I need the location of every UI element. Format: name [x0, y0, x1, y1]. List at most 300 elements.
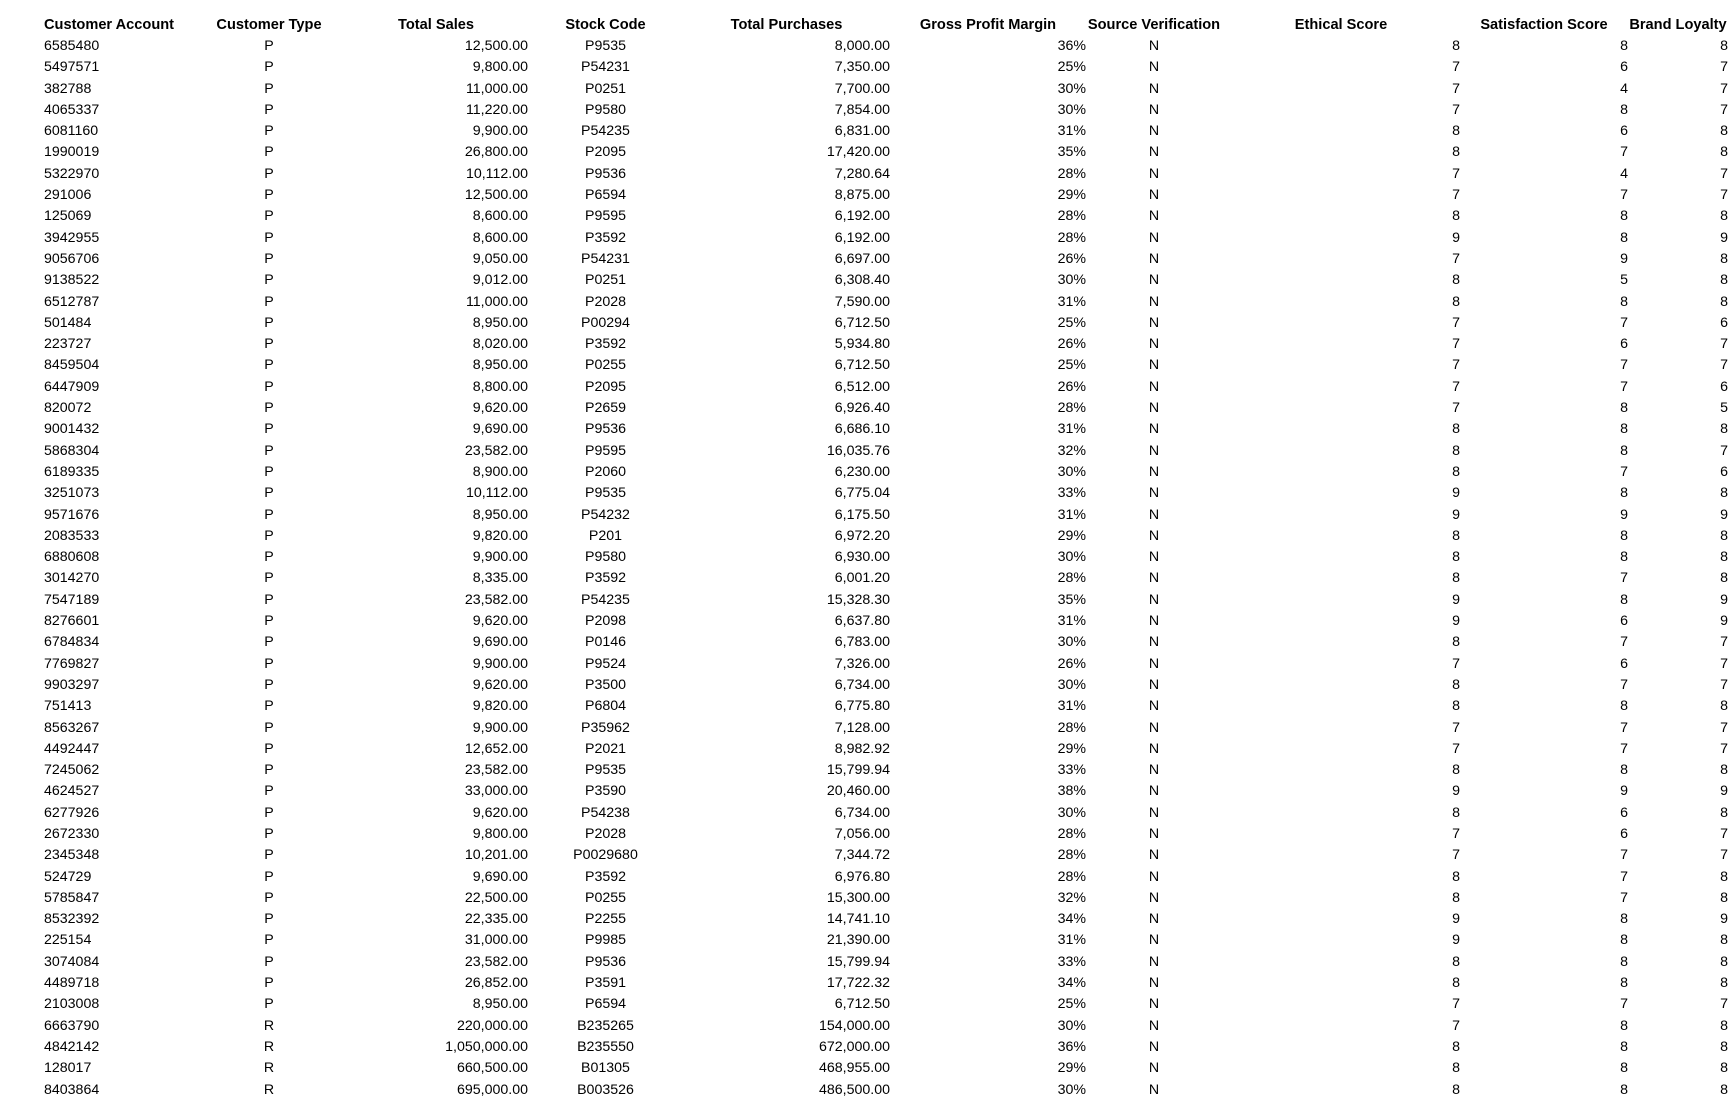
cell-customer-type[interactable]: P [264, 187, 274, 204]
cell-stock-code[interactable]: P3590 [584, 783, 627, 800]
cell-gross-profit-margin[interactable]: 38% [1057, 783, 1086, 800]
cell-total-purchases[interactable]: 6,976.80 [834, 868, 890, 885]
cell-brand-loyalty[interactable]: 7 [1720, 847, 1728, 864]
cell-satisfaction-score[interactable]: 7 [1620, 634, 1628, 651]
cell-ethical-score[interactable]: 7 [1452, 165, 1460, 182]
cell-total-sales[interactable]: 11,000.00 [465, 293, 528, 310]
cell-customer-account[interactable]: 6585480 [44, 38, 100, 54]
header-source-verification[interactable]: Source Verification [1087, 17, 1221, 33]
cell-total-purchases[interactable]: 6,734.00 [834, 676, 890, 693]
cell-source-verification[interactable]: N [1148, 229, 1160, 246]
header-total-sales[interactable]: Total Sales [398, 17, 474, 33]
cell-total-sales[interactable]: 11,220.00 [465, 101, 528, 118]
cell-customer-type[interactable]: P [264, 911, 274, 928]
cell-total-sales[interactable]: 31,000.00 [464, 932, 528, 949]
cell-ethical-score[interactable]: 8 [1452, 293, 1460, 310]
cell-satisfaction-score[interactable]: 8 [1620, 953, 1628, 970]
cell-source-verification[interactable]: N [1148, 911, 1160, 928]
cell-satisfaction-score[interactable]: 7 [1620, 378, 1628, 395]
cell-stock-code[interactable]: P9535 [584, 762, 627, 779]
cell-source-verification[interactable]: N [1148, 400, 1160, 417]
cell-stock-code[interactable]: P9985 [584, 932, 627, 949]
cell-gross-profit-margin[interactable]: 29% [1057, 740, 1086, 757]
cell-customer-type[interactable]: R [263, 1060, 275, 1077]
cell-customer-account[interactable]: 7769827 [44, 655, 100, 672]
cell-source-verification[interactable]: N [1148, 1038, 1160, 1055]
cell-stock-code[interactable]: P54232 [581, 506, 630, 523]
cell-source-verification[interactable]: N [1148, 165, 1160, 182]
cell-ethical-score[interactable]: 9 [1452, 229, 1460, 246]
cell-gross-profit-margin[interactable]: 33% [1057, 953, 1086, 970]
cell-customer-account[interactable]: 6512787 [44, 293, 100, 310]
cell-brand-loyalty[interactable]: 6 [1720, 463, 1728, 480]
cell-customer-account[interactable]: 9903297 [44, 676, 100, 693]
cell-gross-profit-margin[interactable]: 30% [1057, 80, 1086, 97]
cell-satisfaction-score[interactable]: 8 [1620, 911, 1628, 928]
cell-total-sales[interactable]: 695,000.00 [456, 1081, 528, 1098]
cell-customer-account[interactable]: 501484 [44, 314, 92, 331]
cell-brand-loyalty[interactable]: 7 [1720, 676, 1728, 693]
cell-total-purchases[interactable]: 154,000.00 [818, 1017, 890, 1034]
cell-customer-type[interactable]: P [264, 932, 274, 949]
cell-customer-account[interactable]: 524729 [44, 868, 92, 885]
cell-total-purchases[interactable]: 7,128.00 [834, 719, 890, 736]
cell-customer-account[interactable]: 8276601 [44, 613, 100, 630]
cell-customer-account[interactable]: 8403864 [44, 1081, 100, 1098]
cell-total-sales[interactable]: 11,000.00 [465, 80, 528, 97]
cell-gross-profit-margin[interactable]: 29% [1057, 527, 1086, 544]
cell-satisfaction-score[interactable]: 6 [1620, 123, 1628, 140]
cell-gross-profit-margin[interactable]: 34% [1057, 911, 1086, 928]
cell-gross-profit-margin[interactable]: 26% [1057, 250, 1086, 267]
cell-brand-loyalty[interactable]: 8 [1720, 762, 1728, 779]
cell-customer-type[interactable]: P [264, 357, 274, 374]
cell-ethical-score[interactable]: 8 [1452, 634, 1460, 651]
cell-stock-code[interactable]: P2028 [584, 825, 627, 842]
cell-source-verification[interactable]: N [1148, 613, 1160, 630]
cell-customer-type[interactable]: P [264, 314, 274, 331]
cell-stock-code[interactable]: P35962 [581, 719, 630, 736]
cell-brand-loyalty[interactable]: 7 [1720, 101, 1728, 118]
cell-brand-loyalty[interactable]: 7 [1720, 165, 1728, 182]
cell-stock-code[interactable]: P3592 [584, 229, 627, 246]
cell-source-verification[interactable]: N [1148, 634, 1160, 651]
cell-brand-loyalty[interactable]: 8 [1720, 38, 1728, 54]
cell-ethical-score[interactable]: 7 [1452, 996, 1460, 1013]
cell-customer-type[interactable]: P [264, 804, 274, 821]
cell-brand-loyalty[interactable]: 7 [1720, 634, 1728, 651]
cell-source-verification[interactable]: N [1148, 1060, 1160, 1077]
cell-brand-loyalty[interactable]: 7 [1720, 655, 1728, 672]
cell-customer-type[interactable]: R [263, 1038, 275, 1055]
cell-brand-loyalty[interactable]: 7 [1720, 442, 1728, 459]
cell-gross-profit-margin[interactable]: 25% [1057, 59, 1086, 76]
cell-customer-account[interactable]: 8459504 [44, 357, 100, 374]
cell-customer-account[interactable]: 5868304 [44, 442, 100, 459]
cell-ethical-score[interactable]: 8 [1452, 421, 1460, 438]
header-ethical-score[interactable]: Ethical Score [1294, 17, 1388, 33]
cell-total-sales[interactable]: 8,950.00 [472, 357, 528, 374]
cell-satisfaction-score[interactable]: 4 [1620, 80, 1628, 97]
cell-satisfaction-score[interactable]: 8 [1620, 400, 1628, 417]
cell-customer-account[interactable]: 1990019 [44, 144, 100, 161]
cell-customer-type[interactable]: P [264, 123, 274, 140]
cell-customer-account[interactable]: 9138522 [44, 272, 100, 289]
cell-total-purchases[interactable]: 7,280.64 [834, 165, 890, 182]
cell-total-sales[interactable]: 23,582.00 [464, 442, 528, 459]
cell-brand-loyalty[interactable]: 7 [1720, 996, 1728, 1013]
cell-customer-account[interactable]: 225154 [44, 932, 92, 949]
cell-total-purchases[interactable]: 6,712.50 [834, 996, 890, 1013]
cell-total-purchases[interactable]: 468,955.00 [818, 1060, 890, 1077]
cell-customer-type[interactable]: P [264, 634, 274, 651]
cell-ethical-score[interactable]: 7 [1452, 59, 1460, 76]
cell-total-purchases[interactable]: 14,741.10 [826, 911, 890, 928]
cell-total-purchases[interactable]: 6,308.40 [834, 272, 890, 289]
cell-satisfaction-score[interactable]: 7 [1620, 847, 1628, 864]
cell-brand-loyalty[interactable]: 7 [1720, 825, 1728, 842]
cell-ethical-score[interactable]: 7 [1452, 1017, 1460, 1034]
cell-source-verification[interactable]: N [1148, 804, 1160, 821]
cell-brand-loyalty[interactable]: 7 [1720, 740, 1728, 757]
cell-customer-type[interactable]: P [264, 250, 274, 267]
cell-source-verification[interactable]: N [1148, 783, 1160, 800]
cell-total-purchases[interactable]: 8,000.00 [834, 38, 890, 54]
cell-source-verification[interactable]: N [1148, 549, 1160, 566]
cell-satisfaction-score[interactable]: 7 [1620, 868, 1628, 885]
cell-customer-account[interactable]: 8532392 [44, 911, 100, 928]
cell-source-verification[interactable]: N [1148, 187, 1160, 204]
cell-customer-type[interactable]: P [264, 655, 274, 672]
cell-brand-loyalty[interactable]: 6 [1720, 378, 1728, 395]
cell-gross-profit-margin[interactable]: 28% [1057, 719, 1086, 736]
cell-total-sales[interactable]: 23,582.00 [464, 953, 528, 970]
cell-stock-code[interactable]: P6594 [584, 187, 627, 204]
cell-total-purchases[interactable]: 8,982.92 [834, 740, 890, 757]
cell-satisfaction-score[interactable]: 8 [1620, 549, 1628, 566]
cell-total-purchases[interactable]: 16,035.76 [826, 442, 890, 459]
cell-total-purchases[interactable]: 7,700.00 [834, 80, 890, 97]
cell-ethical-score[interactable]: 8 [1452, 1081, 1460, 1098]
cell-stock-code[interactable]: P0146 [584, 634, 627, 651]
cell-customer-type[interactable]: P [264, 825, 274, 842]
cell-source-verification[interactable]: N [1148, 144, 1160, 161]
cell-total-purchases[interactable]: 486,500.00 [818, 1081, 890, 1098]
cell-ethical-score[interactable]: 9 [1452, 783, 1460, 800]
cell-total-sales[interactable]: 9,620.00 [472, 804, 528, 821]
cell-satisfaction-score[interactable]: 8 [1620, 421, 1628, 438]
cell-total-purchases[interactable]: 6,775.80 [834, 698, 890, 715]
cell-satisfaction-score[interactable]: 7 [1620, 357, 1628, 374]
cell-ethical-score[interactable]: 8 [1452, 762, 1460, 779]
cell-ethical-score[interactable]: 9 [1452, 932, 1460, 949]
cell-brand-loyalty[interactable]: 9 [1720, 613, 1728, 630]
cell-satisfaction-score[interactable]: 8 [1620, 527, 1628, 544]
cell-total-sales[interactable]: 9,900.00 [472, 123, 528, 140]
cell-gross-profit-margin[interactable]: 30% [1057, 101, 1086, 118]
cell-ethical-score[interactable]: 8 [1452, 272, 1460, 289]
cell-total-sales[interactable]: 26,800.00 [464, 144, 528, 161]
cell-customer-type[interactable]: P [264, 783, 274, 800]
cell-stock-code[interactable]: P9595 [584, 208, 627, 225]
cell-ethical-score[interactable]: 7 [1452, 400, 1460, 417]
cell-source-verification[interactable]: N [1148, 975, 1160, 992]
cell-ethical-score[interactable]: 8 [1452, 549, 1460, 566]
cell-total-purchases[interactable]: 6,637.80 [834, 613, 890, 630]
cell-customer-account[interactable]: 4489718 [44, 975, 100, 992]
cell-customer-account[interactable]: 7547189 [44, 591, 100, 608]
cell-total-purchases[interactable]: 6,001.20 [834, 570, 890, 587]
cell-stock-code[interactable]: P201 [588, 527, 623, 544]
cell-satisfaction-score[interactable]: 8 [1620, 698, 1628, 715]
cell-customer-account[interactable]: 6081160 [44, 123, 99, 140]
cell-brand-loyalty[interactable]: 8 [1720, 250, 1728, 267]
cell-gross-profit-margin[interactable]: 32% [1057, 442, 1086, 459]
cell-gross-profit-margin[interactable]: 30% [1057, 804, 1086, 821]
cell-brand-loyalty[interactable]: 8 [1720, 272, 1728, 289]
cell-customer-account[interactable]: 9001432 [44, 421, 100, 438]
cell-customer-account[interactable]: 5785847 [44, 889, 100, 906]
cell-satisfaction-score[interactable]: 8 [1620, 1081, 1628, 1098]
cell-total-purchases[interactable]: 6,712.50 [834, 314, 890, 331]
cell-satisfaction-score[interactable]: 6 [1620, 613, 1628, 630]
cell-total-purchases[interactable]: 15,799.94 [826, 953, 890, 970]
cell-customer-type[interactable]: P [264, 272, 274, 289]
cell-satisfaction-score[interactable]: 6 [1620, 59, 1628, 76]
cell-brand-loyalty[interactable]: 8 [1720, 421, 1728, 438]
cell-customer-account[interactable]: 223727 [44, 336, 92, 353]
header-customer-account[interactable]: Customer Account [44, 17, 175, 33]
cell-stock-code[interactable]: P0255 [584, 889, 627, 906]
cell-source-verification[interactable]: N [1148, 442, 1160, 459]
cell-brand-loyalty[interactable]: 8 [1720, 1038, 1728, 1055]
cell-ethical-score[interactable]: 7 [1452, 336, 1460, 353]
cell-total-sales[interactable]: 8,800.00 [472, 378, 528, 395]
cell-total-purchases[interactable]: 6,230.00 [834, 463, 890, 480]
cell-satisfaction-score[interactable]: 8 [1620, 485, 1628, 502]
cell-ethical-score[interactable]: 7 [1452, 250, 1460, 267]
cell-source-verification[interactable]: N [1148, 421, 1160, 438]
cell-total-sales[interactable]: 9,800.00 [472, 825, 528, 842]
cell-customer-account[interactable]: 6447909 [44, 378, 100, 395]
cell-ethical-score[interactable]: 7 [1452, 847, 1460, 864]
cell-total-sales[interactable]: 660,500.00 [456, 1060, 528, 1077]
cell-ethical-score[interactable]: 8 [1452, 442, 1460, 459]
cell-customer-type[interactable]: P [264, 613, 274, 630]
cell-ethical-score[interactable]: 7 [1452, 378, 1460, 395]
cell-total-sales[interactable]: 8,020.00 [472, 336, 528, 353]
cell-satisfaction-score[interactable]: 6 [1620, 804, 1628, 821]
cell-source-verification[interactable]: N [1148, 825, 1160, 842]
cell-customer-type[interactable]: P [264, 996, 274, 1013]
cell-customer-account[interactable]: 4492447 [44, 740, 100, 757]
cell-ethical-score[interactable]: 9 [1452, 613, 1460, 630]
cell-gross-profit-margin[interactable]: 30% [1057, 549, 1086, 566]
cell-ethical-score[interactable]: 8 [1452, 527, 1460, 544]
cell-source-verification[interactable]: N [1148, 485, 1160, 502]
cell-source-verification[interactable]: N [1148, 250, 1160, 267]
header-gross-profit-margin[interactable]: Gross Profit Margin [919, 17, 1057, 33]
cell-customer-type[interactable]: P [264, 165, 274, 182]
cell-total-purchases[interactable]: 6,712.50 [834, 357, 890, 374]
cell-brand-loyalty[interactable]: 8 [1720, 932, 1728, 949]
cell-ethical-score[interactable]: 8 [1452, 889, 1460, 906]
cell-gross-profit-margin[interactable]: 25% [1057, 357, 1086, 374]
cell-customer-type[interactable]: P [264, 463, 274, 480]
cell-customer-account[interactable]: 3014270 [44, 570, 100, 587]
cell-total-sales[interactable]: 8,600.00 [472, 208, 528, 225]
cell-customer-type[interactable]: P [264, 400, 274, 417]
cell-total-sales[interactable]: 9,900.00 [472, 719, 528, 736]
cell-total-sales[interactable]: 12,500.00 [464, 38, 528, 54]
cell-total-sales[interactable]: 9,620.00 [472, 613, 528, 630]
cell-total-purchases[interactable]: 6,175.50 [834, 506, 890, 523]
cell-brand-loyalty[interactable]: 8 [1720, 698, 1728, 715]
cell-brand-loyalty[interactable]: 8 [1720, 1081, 1728, 1098]
cell-total-purchases[interactable]: 15,799.94 [826, 762, 890, 779]
cell-ethical-score[interactable]: 8 [1452, 570, 1460, 587]
cell-total-sales[interactable]: 9,690.00 [472, 868, 528, 885]
cell-gross-profit-margin[interactable]: 34% [1057, 975, 1086, 992]
cell-brand-loyalty[interactable]: 7 [1720, 59, 1728, 76]
cell-gross-profit-margin[interactable]: 30% [1057, 463, 1086, 480]
cell-customer-account[interactable]: 3074084 [44, 953, 100, 970]
cell-customer-account[interactable]: 291006 [44, 187, 92, 204]
cell-total-sales[interactable]: 9,690.00 [472, 634, 528, 651]
cell-satisfaction-score[interactable]: 7 [1620, 144, 1628, 161]
cell-brand-loyalty[interactable]: 8 [1720, 953, 1728, 970]
cell-satisfaction-score[interactable]: 8 [1620, 591, 1628, 608]
cell-gross-profit-margin[interactable]: 30% [1057, 634, 1086, 651]
cell-stock-code[interactable]: B235550 [577, 1038, 634, 1055]
cell-source-verification[interactable]: N [1148, 272, 1160, 289]
cell-gross-profit-margin[interactable]: 26% [1057, 655, 1086, 672]
cell-gross-profit-margin[interactable]: 35% [1057, 591, 1086, 608]
cell-total-purchases[interactable]: 7,056.00 [834, 825, 890, 842]
cell-customer-account[interactable]: 6189335 [44, 463, 100, 480]
cell-stock-code[interactable]: P2098 [584, 613, 627, 630]
cell-stock-code[interactable]: P2095 [584, 144, 627, 161]
cell-customer-type[interactable]: P [264, 421, 274, 438]
cell-total-sales[interactable]: 9,012.00 [472, 272, 528, 289]
cell-source-verification[interactable]: N [1148, 953, 1160, 970]
header-total-purchases[interactable]: Total Purchases [730, 17, 843, 33]
cell-total-sales[interactable]: 9,050.00 [472, 250, 528, 267]
cell-brand-loyalty[interactable]: 9 [1720, 591, 1728, 608]
cell-brand-loyalty[interactable]: 8 [1720, 570, 1728, 587]
cell-total-sales[interactable]: 22,500.00 [464, 889, 528, 906]
cell-source-verification[interactable]: N [1148, 314, 1160, 331]
cell-customer-account[interactable]: 2103008 [44, 996, 100, 1013]
cell-brand-loyalty[interactable]: 8 [1720, 804, 1728, 821]
cell-ethical-score[interactable]: 8 [1452, 698, 1460, 715]
cell-stock-code[interactable]: P6804 [584, 698, 627, 715]
cell-customer-account[interactable]: 5497571 [44, 59, 100, 76]
cell-ethical-score[interactable]: 8 [1452, 208, 1460, 225]
cell-gross-profit-margin[interactable]: 29% [1057, 1060, 1086, 1077]
cell-stock-code[interactable]: P3592 [584, 868, 627, 885]
cell-ethical-score[interactable]: 7 [1452, 80, 1460, 97]
cell-customer-type[interactable]: P [264, 719, 274, 736]
cell-gross-profit-margin[interactable]: 31% [1057, 613, 1086, 630]
cell-stock-code[interactable]: P2028 [584, 293, 627, 310]
cell-brand-loyalty[interactable]: 9 [1720, 229, 1728, 246]
cell-satisfaction-score[interactable]: 8 [1620, 208, 1628, 225]
cell-customer-account[interactable]: 4065337 [44, 101, 100, 118]
cell-brand-loyalty[interactable]: 9 [1720, 506, 1728, 523]
cell-customer-type[interactable]: P [264, 485, 274, 502]
cell-stock-code[interactable]: P0255 [584, 357, 627, 374]
cell-customer-account[interactable]: 2083533 [44, 527, 100, 544]
cell-ethical-score[interactable]: 9 [1452, 506, 1460, 523]
cell-source-verification[interactable]: N [1148, 123, 1160, 140]
cell-source-verification[interactable]: N [1148, 762, 1160, 779]
cell-source-verification[interactable]: N [1148, 1017, 1160, 1034]
cell-brand-loyalty[interactable]: 8 [1720, 208, 1728, 225]
cell-ethical-score[interactable]: 7 [1452, 187, 1460, 204]
cell-customer-account[interactable]: 3942955 [44, 229, 100, 246]
cell-satisfaction-score[interactable]: 9 [1620, 250, 1628, 267]
cell-stock-code[interactable]: P0251 [584, 80, 627, 97]
cell-total-purchases[interactable]: 6,192.00 [834, 208, 890, 225]
cell-brand-loyalty[interactable]: 7 [1720, 80, 1728, 97]
cell-source-verification[interactable]: N [1148, 463, 1160, 480]
cell-stock-code[interactable]: P3500 [584, 676, 627, 693]
cell-ethical-score[interactable]: 9 [1452, 591, 1460, 608]
cell-stock-code[interactable]: B235265 [577, 1017, 634, 1034]
cell-stock-code[interactable]: P0029680 [573, 847, 638, 864]
cell-satisfaction-score[interactable]: 8 [1620, 293, 1628, 310]
cell-gross-profit-margin[interactable]: 25% [1057, 996, 1086, 1013]
cell-customer-account[interactable]: 9571676 [44, 506, 100, 523]
cell-stock-code[interactable]: P9580 [584, 549, 627, 566]
cell-customer-type[interactable]: P [264, 953, 274, 970]
cell-customer-type[interactable]: P [264, 208, 274, 225]
cell-stock-code[interactable]: P2021 [584, 740, 627, 757]
cell-total-sales[interactable]: 8,900.00 [472, 463, 528, 480]
cell-source-verification[interactable]: N [1148, 570, 1160, 587]
cell-ethical-score[interactable]: 7 [1452, 314, 1460, 331]
cell-brand-loyalty[interactable]: 8 [1720, 527, 1728, 544]
cell-gross-profit-margin[interactable]: 30% [1057, 272, 1086, 289]
cell-customer-type[interactable]: P [264, 698, 274, 715]
cell-total-sales[interactable]: 9,900.00 [472, 655, 528, 672]
cell-source-verification[interactable]: N [1148, 208, 1160, 225]
cell-gross-profit-margin[interactable]: 35% [1057, 144, 1086, 161]
cell-stock-code[interactable]: P9535 [584, 485, 627, 502]
cell-ethical-score[interactable]: 8 [1452, 1038, 1460, 1055]
cell-gross-profit-margin[interactable]: 28% [1057, 229, 1086, 246]
cell-total-purchases[interactable]: 6,926.40 [834, 400, 890, 417]
cell-total-purchases[interactable]: 6,697.00 [834, 250, 890, 267]
cell-gross-profit-margin[interactable]: 36% [1057, 38, 1086, 54]
cell-stock-code[interactable]: P9536 [584, 421, 627, 438]
cell-customer-type[interactable]: P [264, 336, 274, 353]
cell-satisfaction-score[interactable]: 7 [1620, 719, 1628, 736]
cell-satisfaction-score[interactable]: 9 [1620, 783, 1628, 800]
cell-ethical-score[interactable]: 8 [1452, 676, 1460, 693]
cell-total-sales[interactable]: 26,852.00 [464, 975, 528, 992]
cell-gross-profit-margin[interactable]: 28% [1057, 570, 1086, 587]
cell-source-verification[interactable]: N [1148, 676, 1160, 693]
header-stock-code[interactable]: Stock Code [565, 17, 646, 33]
cell-stock-code[interactable]: P0251 [584, 272, 627, 289]
cell-source-verification[interactable]: N [1148, 293, 1160, 310]
cell-stock-code[interactable]: P00294 [581, 314, 630, 331]
cell-customer-type[interactable]: P [264, 549, 274, 566]
cell-satisfaction-score[interactable]: 9 [1620, 506, 1628, 523]
cell-gross-profit-margin[interactable]: 28% [1057, 400, 1086, 417]
